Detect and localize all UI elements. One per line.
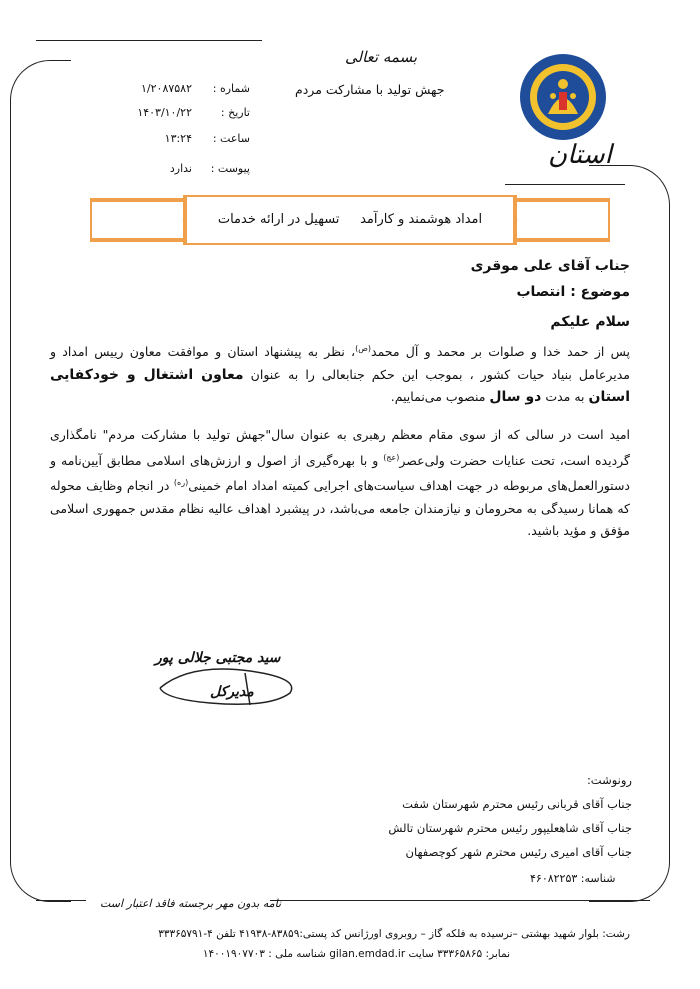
cc-line: جناب آقای شاهعلیپور رئیس محترم شهرستان تالش [388,821,632,835]
appointment-duration: دو سال [489,389,542,406]
province-label: استان [548,140,612,170]
banner-text: امداد هوشمند و کارآمد تسهیل در ارائه خدمات [217,212,483,227]
validity-footnote: نامه بدون مهر برجسته فاقد اعتبار است [100,897,282,910]
greeting: سلام علیکم [550,314,630,330]
meta-date: تاریخ :۱۴۰۳/۱۰/۲۲ [137,106,250,119]
footer-contact: نمابر: ۳۳۳۶۵۸۶۵ سایت gilan.emdad.ir شناسه ملی : ۱۴۰۰۱۹۰۷۷۰۳ [202,948,510,960]
footer-address: رشت: بلوار شهید بهشتی –نرسیده به فلکه گاز – روبروی اورژانس کد پستی:۸۳۸۵۹-۴۱۹۳۸ تلفن ۴-۳۳۳۶۵۷۹۱ [158,928,630,940]
appointed-role: معاون اشتغال و خودکفایی استان [50,366,630,406]
paragraph-wishes: امید است در سالی که از سوی مقام معظم رهبری به عنوان سال"جهش تولید با مشارکت مردم" نامگذاری گردیده است، تحت عنایات حضرت ولی‌عصر$^{(عج)}$ و با بهره‌گیری از اصول و ارزش‌های اسلامی مطابق آیین‌نامه و دستورالعمل‌های مربوطه در جهت اهداف سیاست‌های اجرایی کمیته امداد امام خمینی$^{(ره)}$ در انجام وظایف محوله که همانا رسیدگی به محرومان و نیازمندان جامعه می‌باشد، در پیشبرد اهداف عالیه نظام مقدس جمهوری اسلامی مؤفق و مؤید باشید. [50,427,630,539]
organization-logo [518,52,608,142]
year-slogan: جهش تولید با مشارکت مردم [295,82,445,97]
cc-line: جناب آقای امیری رئیس محترم شهر کوچصفهان [405,845,632,859]
cc-line: جناب آقای قربانی رئیس محترم شهرستان شفت [402,797,632,811]
recipient: جناب آقای علی موقری [470,258,630,274]
frame-line-top [36,40,262,41]
footnote-line [36,900,86,901]
paragraph-appointment: پس از حمد خدا و صلوات بر محمد و آل محمد$^{(ص)}$، نظر به پیشنهاد استان و موافقت معاون رییس امداد و مدیرعامل بنیاد حیات کشور ، بموجب این حکم جنابعالی را به عنوان معاون اشتغال و خودکفایی استان به مدت دو سال منصوب می‌نماییم. [50,344,630,406]
signatory-title: مدیرکل [210,684,254,700]
frame-line-bottom [270,900,650,901]
bismillah: بسمه تعالی [345,48,418,66]
subject: موضوع : انتصاب [516,284,630,300]
meta-time: ساعت :۱۳:۲۴ [164,132,250,145]
frame-line-right-top [505,184,625,185]
cc-heading: رونوشت: [586,773,632,787]
meta-number: شماره :۱/۲۰۸۷۵۸۲ [141,82,250,95]
document-id: شناسه: ۴۶۰۸۲۲۵۳ [530,872,616,885]
signatory-name: سید مجتبی جلالی پور [155,650,281,666]
meta-attachment: پیوست :ندارد [169,162,250,175]
